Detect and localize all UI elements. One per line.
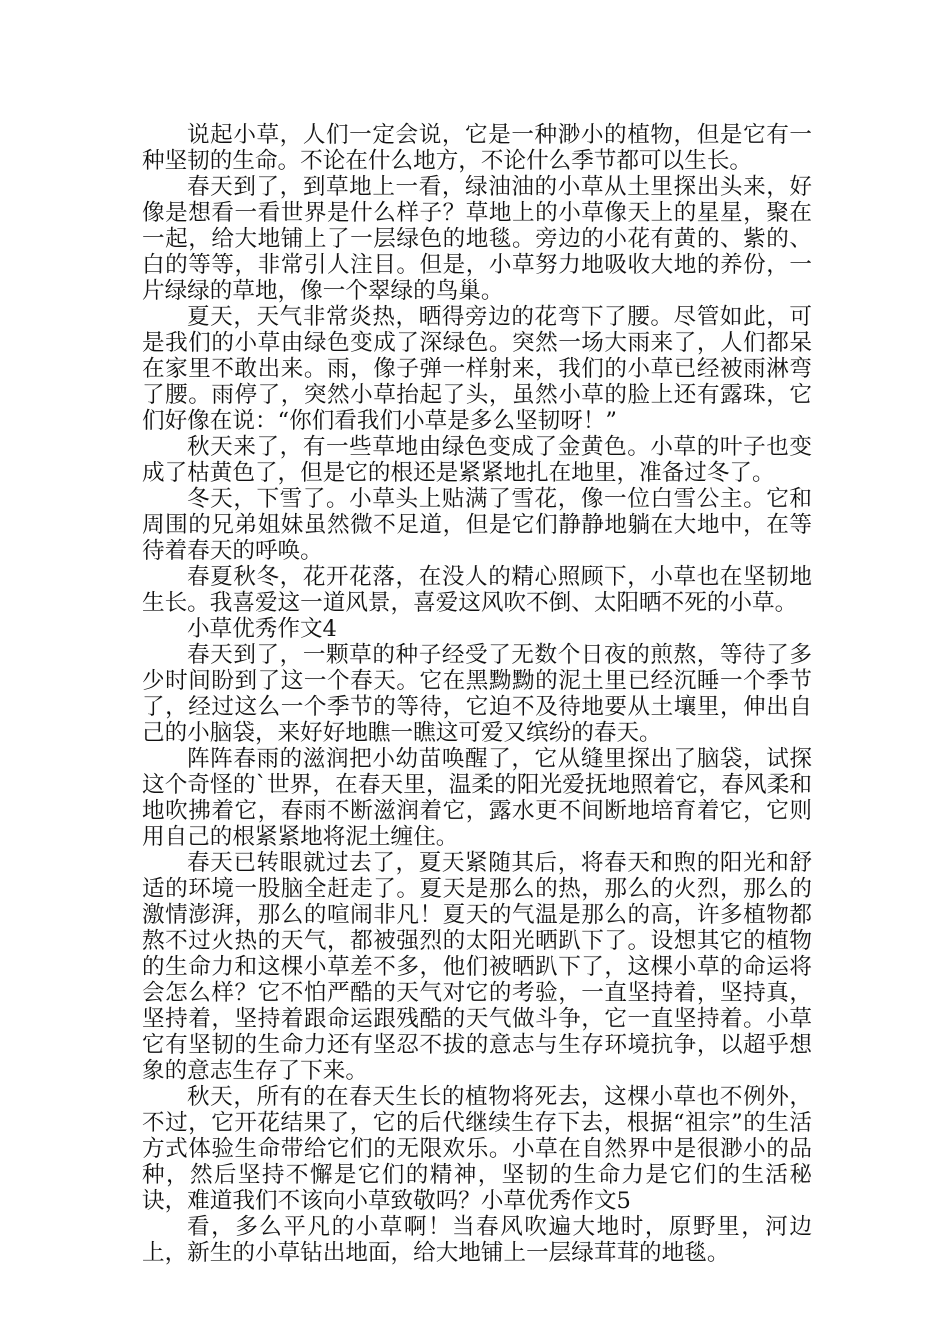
- paragraph-10: 秋天，所有的在春天生长的植物将死去，这棵小草也不例外，不过，它开花结果了，它的后代继续生存下去，根据“祖宗”的生活方式体验生命带给它们的无限欢乐。小草在自然界中是很渺小的品种，然后坚持不懈是它们的精神，坚韧的生命力是它们的生活秘诀，难道我们不该向小草致敬吗？小草优秀作文5: [142, 1084, 812, 1214]
- section-heading: 小草优秀作文4: [187, 616, 337, 642]
- paragraph-3: 夏天，天气非常炎热，晒得旁边的花弯下了腰。尽管如此，可是我们的小草由绿色变成了深绿色。突然一场大雨来了，人们都呆在家里不敢出来。雨，像子弹一样射来，我们的小草已经被雨淋弯了腰。雨停了，突然小草抬起了头，虽然小草的脸上还有露珠，它们好像在说：“你们看我们小草是多么坚韧呀！”: [142, 304, 812, 434]
- paragraph-2: 春天到了，到草地上一看，绿油油的小草从土里探出头来，好像是想看一看世界是什么样子？草地上的小草像天上的星星，聚在一起，给大地铺上了一层绿色的地毯。旁边的小花有黄的、紫的、白的等等，非常引人注目。但是，小草努力地吸收大地的养份，一片绿绿的草地，像一个翠绿的鸟巢。: [142, 174, 812, 304]
- paragraph-9: 春天已转眼就过去了，夏天紧随其后，将春天和煦的阳光和舒适的环境一股脑全赶走了。夏天是那么的热，那么的火烈，那么的激情澎湃，那么的喧闹非凡！夏天的气温是那么的高，许多植物都熬不过火热的天气，都被强烈的太阳光晒趴下了。设想其它的植物的生命力和这棵小草差不多，他们被晒趴下了，这棵小草的命运将会怎么样？它不怕严酷的天气对它的考验，一直坚持着，坚持真，坚持着，坚持着跟命运跟残酷的天气做斗争，它一直坚持着。小草它有坚韧的生命力还有坚忍不拔的意志与生存环境抗争，以超乎想象的意志生存了下来。: [142, 850, 812, 1084]
- paragraph-8: 阵阵春雨的滋润把小幼苗唤醒了，它从缝里探出了脑袋，试探这个奇怪的`世界，在春天里，温柔的阳光爱抚地照着它，春风柔和地吹拂着它，春雨不断滋润着它，露水更不间断地培育着它，它则用自己的根紧紧地将泥土缠住。: [142, 746, 812, 850]
- paragraph-7: 春天到了，一颗草的种子经受了无数个日夜的煎熬，等待了多少时间盼到了这一个春天。它在黑黝黝的泥土里已经沉睡一个季节了，经过这么一个季节的等待，它迫不及待地要从土壤里，伸出自己的小脑袋，来好好地瞧一瞧这可爱又缤纷的春天。: [142, 642, 812, 746]
- paragraph-4: 秋天来了，有一些草地由绿色变成了金黄色。小草的叶子也变成了枯黄色了，但是它的根还是紧紧地扎在地里，准备过冬了。: [142, 434, 812, 486]
- paragraph-6: 春夏秋冬，花开花落，在没人的精心照顾下，小草也在坚韧地生长。我喜爱这一道风景，喜爱这风吹不倒、太阳晒不死的小草。: [142, 564, 812, 616]
- paragraph-5: 冬天，下雪了。小草头上贴满了雪花，像一位白雪公主。它和周围的兄弟姐妹虽然微不足道，但是它们静静地躺在大地中，在等待着春天的呼唤。: [142, 486, 812, 564]
- paragraph-11: 看，多么平凡的小草啊！当春风吹遍大地时，原野里，河边上，新生的小草钻出地面，给大地铺上一层绿茸茸的地毯。: [142, 1214, 812, 1266]
- document-body: [142, 122, 812, 1266]
- paragraph-1: 说起小草，人们一定会说，它是一种渺小的植物，但是它有一种坚韧的生命。不论在什么地方，不论什么季节都可以生长。: [142, 122, 812, 174]
